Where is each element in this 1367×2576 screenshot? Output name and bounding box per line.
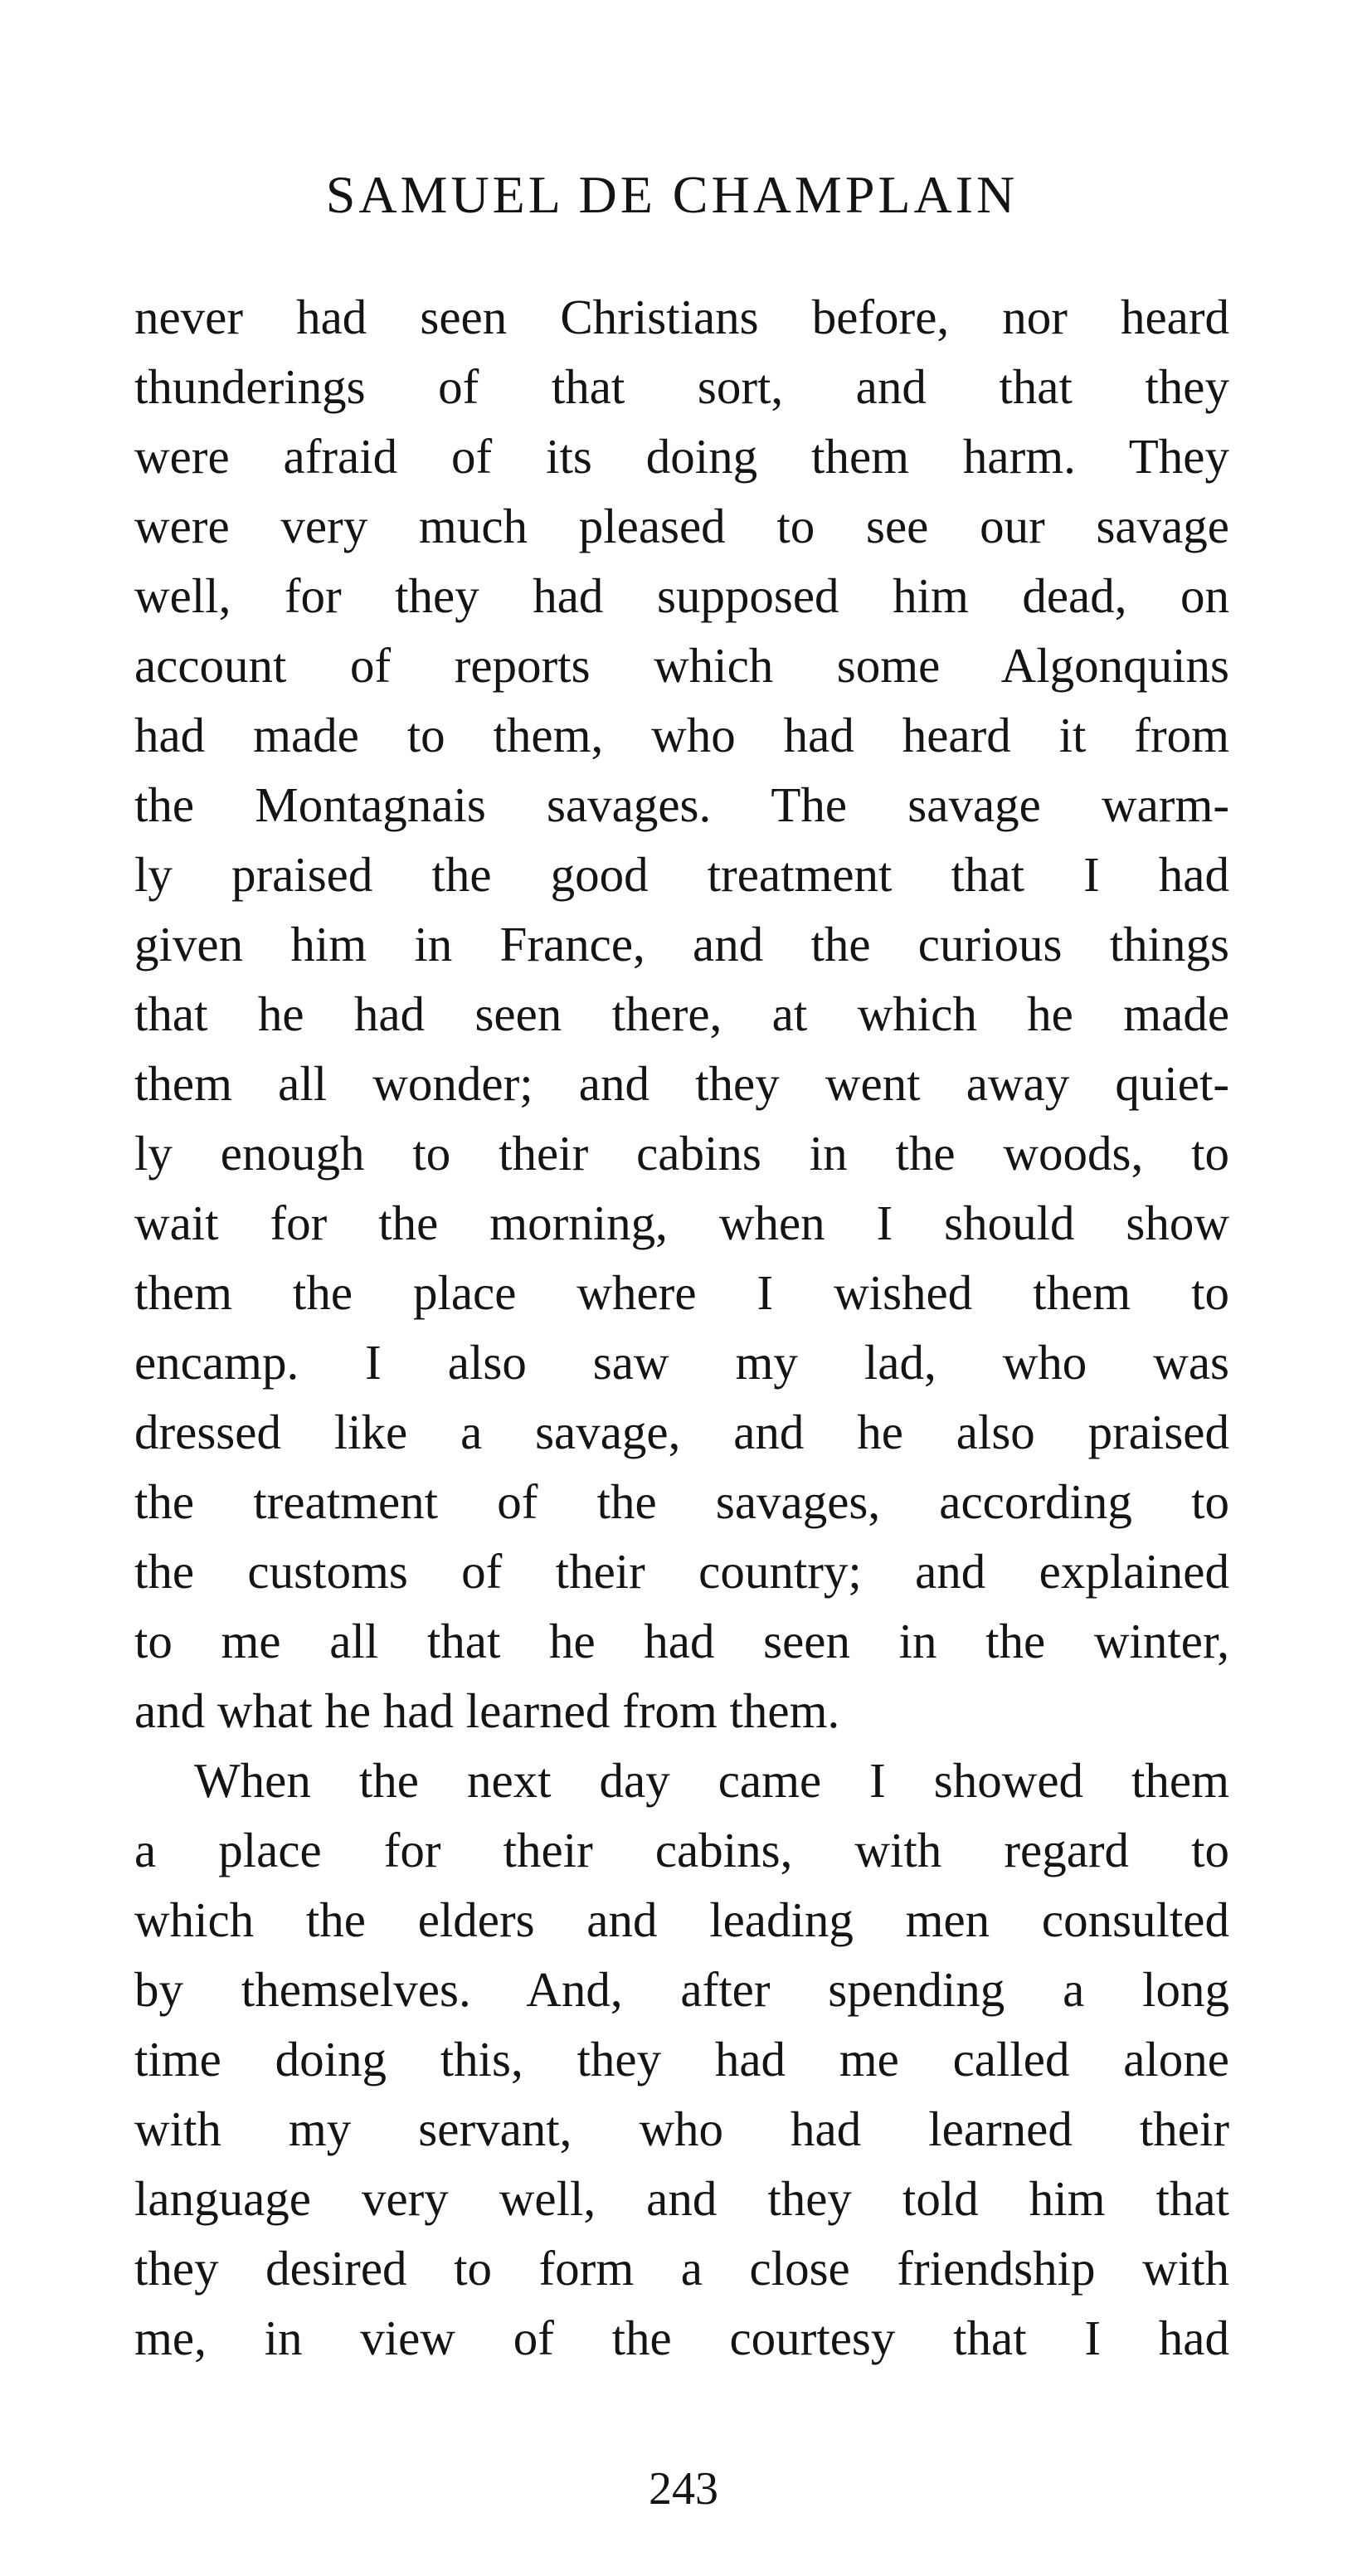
text-line: account of reports which some Algonquins — [134, 638, 1229, 693]
text-line: the customs of their country; and explained — [134, 1544, 1229, 1599]
text-line: never had seen Christians before, nor heard — [134, 290, 1229, 344]
text-line: with my servant, who had learned their — [134, 2101, 1229, 2156]
text-line: When the next day came I showed them — [194, 1753, 1229, 1808]
text-line: given him in France, and the curious things — [134, 917, 1229, 971]
text-line: a place for their cabins, with regard to — [134, 1823, 1229, 1877]
text-line: were afraid of its doing them harm. They — [134, 429, 1229, 484]
text-line: the treatment of the savages, according to — [134, 1474, 1229, 1529]
text-line: the Montagnais savages. The savage warm- — [134, 777, 1229, 832]
text-line: time doing this, they had me called alone — [134, 2032, 1229, 2087]
text-line: that he had seen there, at which he made — [134, 986, 1229, 1041]
running-head: SAMUEL DE CHAMPLAIN — [325, 165, 1019, 224]
paragraph-1 — [134, 282, 1229, 1746]
text-line: them the place where I wished them to — [134, 1265, 1229, 1320]
text-line: me, in view of the courtesy that I had — [134, 2311, 1229, 2365]
text-line: to me all that he had seen in the winter, — [134, 1614, 1229, 1668]
body-text — [134, 282, 1229, 2373]
text-line: wait for the morning, when I should show — [134, 1195, 1229, 1250]
text-line: them all wonder; and they went away quiet- — [134, 1056, 1229, 1111]
text-line: which the elders and leading men consulted — [134, 1892, 1229, 1947]
text-line: thunderings of that sort, and that they — [134, 359, 1229, 414]
text-line: by themselves. And, after spending a long — [134, 1962, 1229, 2017]
text-line: encamp. I also saw my lad, who was — [134, 1335, 1229, 1390]
text-line: and what he had learned from them. — [134, 1683, 840, 1738]
text-line: ly praised the good treatment that I had — [134, 847, 1229, 902]
text-line: ly enough to their cabins in the woods, to — [134, 1126, 1229, 1181]
text-line: were very much pleased to see our savage — [134, 499, 1229, 553]
text-line: had made to them, who had heard it from — [134, 708, 1229, 762]
text-line: dressed like a savage, and he also praised — [134, 1405, 1229, 1459]
text-line: language very well, and they told him that — [134, 2171, 1229, 2226]
text-line: they desired to form a close friendship with — [134, 2241, 1229, 2296]
text-line: well, for they had supposed him dead, on — [134, 568, 1229, 623]
page-number: 243 — [649, 2463, 718, 2515]
paragraph-2 — [134, 1746, 1229, 2373]
